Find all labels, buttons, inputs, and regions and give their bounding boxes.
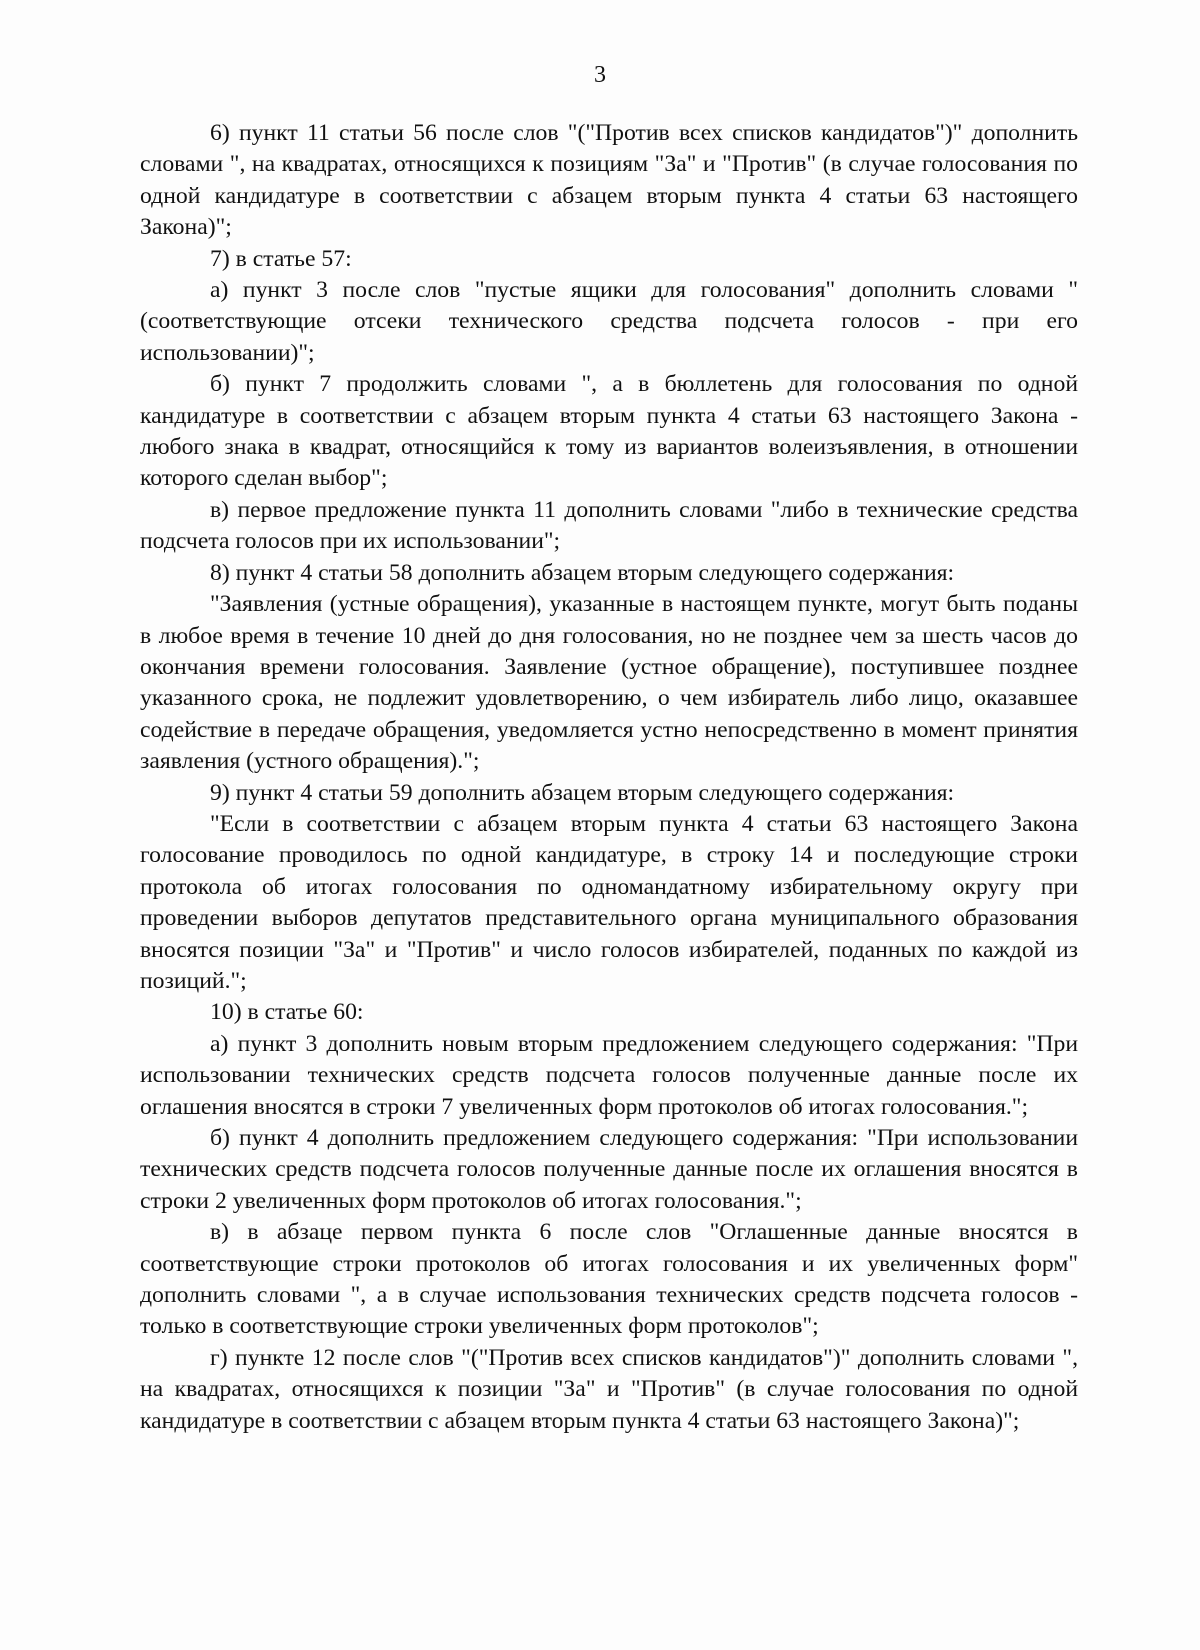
document-body bbox=[140, 118, 1078, 1437]
page-number: 3 bbox=[594, 62, 606, 88]
paragraph-10a: а) пункт 3 дополнить новым вторым предложением следующего содержания: "При использовании технических средств подсчета голосов полученные данные после их оглашения вносятся в строки 7 увеличенных форм протоколов об итогах голосования."; bbox=[140, 1030, 1078, 1120]
paragraph-10: 10) в статье 60: bbox=[210, 999, 364, 1026]
paragraph-10g: г) пункте 12 после слов "("Против всех списков кандидатов")" дополнить словами ", на квадратах, относящихся к позиции "За" и "Против" (в случае голосования по одной кандидатуре в соответствии с абзацем вторым пункта 4 статьи 63 настоящего Закона)"; bbox=[140, 1344, 1078, 1434]
paragraph-7: 7) в статье 57: bbox=[210, 245, 352, 272]
paragraph-7v: в) первое предложение пункта 11 дополнить словами "либо в технические средства подсчета голосов при их использовании"; bbox=[140, 496, 1078, 555]
paragraph-10v: в) в абзаце первом пункта 6 после слов "Оглашенные данные вносятся в соответствующие строки протоколов об итогах голосования и их увеличенных форм" дополнить словами ", а в случае использования технических средств подсчета голосов - только в соответствующие строки увеличенных форм протоколов"; bbox=[140, 1219, 1078, 1340]
paragraph-9-quote: "Если в соответствии с абзацем вторым пункта 4 статьи 63 настоящего Закона голосование проводилось по одной кандидатуре, в строку 14 и последующие строки протокола об итогах голосования по одномандатному избирательному округу при проведении выборов депутатов представительного органа муниципального образования вносятся позиции "За" и "Против" и число голосов избирателей, поданных по каждой из позиций."; bbox=[140, 810, 1078, 994]
paragraph-8: 8) пункт 4 статьи 58 дополнить абзацем вторым следующего содержания: bbox=[210, 559, 955, 586]
paragraph-9: 9) пункт 4 статьи 59 дополнить абзацем вторым следующего содержания: bbox=[210, 779, 955, 806]
paragraph-7b: б) пункт 7 продолжить словами ", а в бюллетень для голосования по одной кандидатуре в соответствии с абзацем вторым пункта 4 статьи 63 настоящего Закона - любого знака в квадрат, относящийся к тому из вариантов волеизъявления, в отношении которого сделан выбор"; bbox=[140, 371, 1078, 492]
paragraph-10b: б) пункт 4 дополнить предложением следующего содержания: "При использовании технических средств подсчета голосов полученные данные после их оглашения вносятся в строки 2 увеличенных форм протоколов об итогах голосования."; bbox=[140, 1125, 1078, 1214]
paragraph-7a: а) пункт 3 после слов "пустые ящики для голосования" дополнить словами "(соответствующие отсеки технического средства подсчета голосов - при его использовании)"; bbox=[140, 277, 1078, 366]
paragraph-8-quote: "Заявления (устные обращения), указанные в настоящем пункте, могут быть поданы в любое время в течение 10 дней до дня голосования, но не позднее чем за шесть часов до окончания времени голосования. Заявление (устное обращение), поступившее позднее указанного срока, не подлежит удовлетворению, о чем избиратель либо лицо, оказавшее содействие в передаче обращения, уведомляется устно непосредственно в момент принятия заявления (устного обращения)."; bbox=[140, 591, 1078, 775]
paragraph-6: 6) пункт 11 статьи 56 после слов "("Против всех списков кандидатов")" дополнить словами ", на квадратах, относящихся к позициям "За" и "Против" (в случае голосования по одной кандидатуре в соответствии с абзацем вторым пункта 4 статьи 63 настоящего Закона)"; bbox=[140, 120, 1078, 241]
